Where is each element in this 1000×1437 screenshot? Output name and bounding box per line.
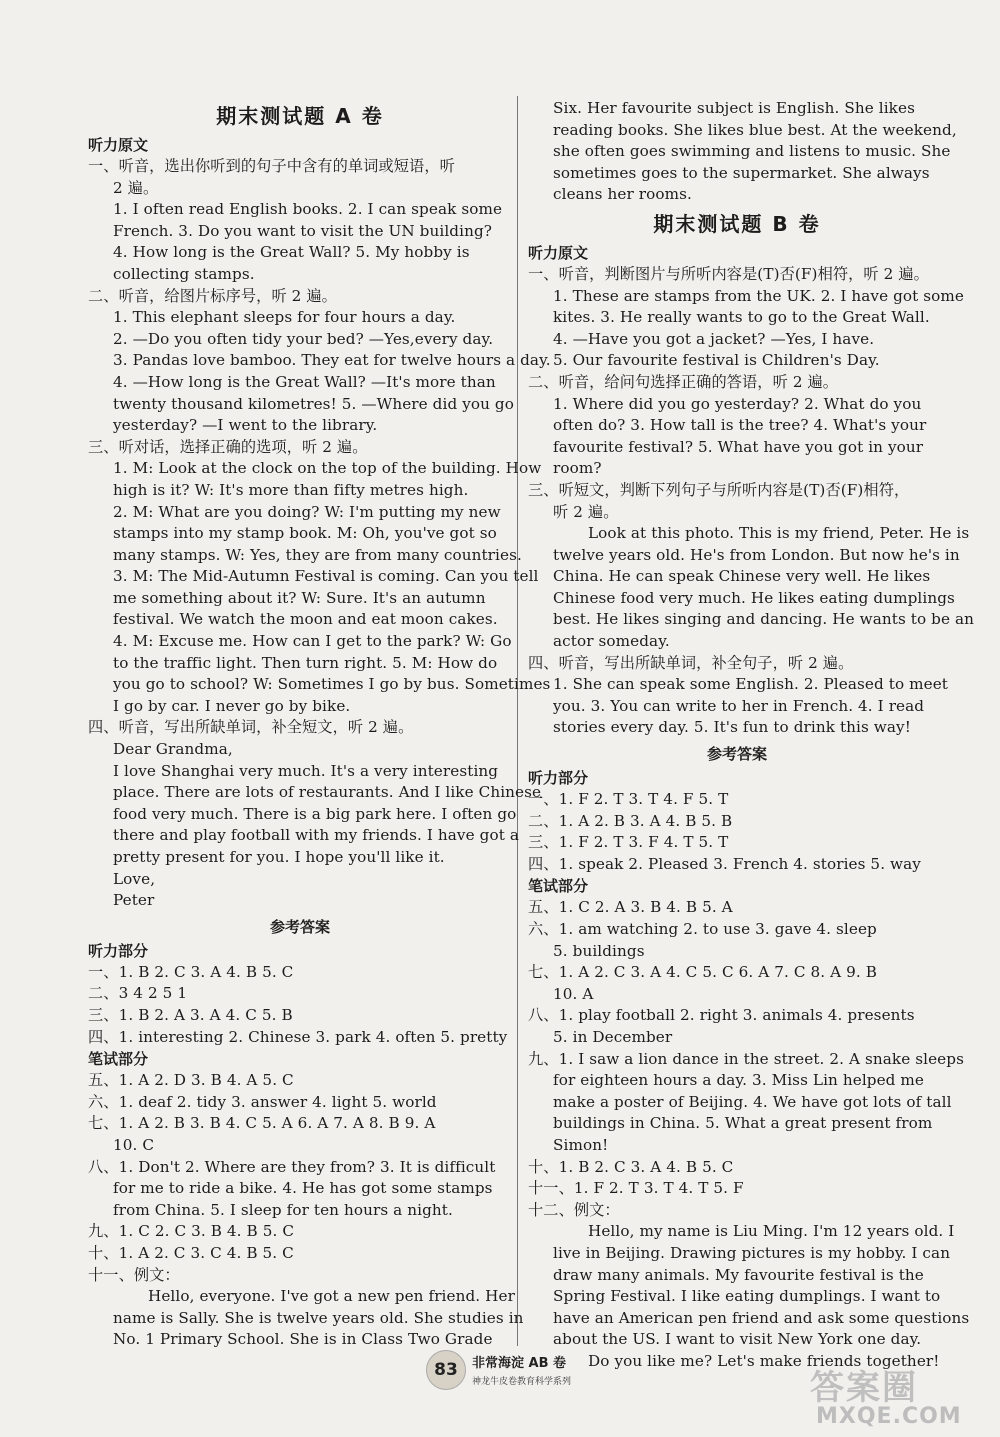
text-line: 三、1. F 2. T 3. F 4. T 5. T — [528, 833, 729, 852]
text-line: 一、听音，判断图片与所听内容是(T)否(F)相符，听 2 遍。 — [528, 264, 929, 283]
text-line: 4. How long is the Great Wall? 5. My hobby is — [113, 243, 470, 262]
text-line: stamps into my stamp book. M: Oh, you've got so — [113, 524, 497, 543]
text-line: 十、1. B 2. C 3. A 4. B 5. C — [528, 1157, 734, 1176]
watermark-logo — [810, 1360, 990, 1430]
text-line: 三、听对话，选择正确的选项，听 2 遍。 — [88, 437, 368, 456]
text-line: 九、1. C 2. C 3. B 4. B 5. C — [88, 1222, 295, 1241]
text-line: 六、1. deaf 2. tidy 3. answer 4. light 5. world — [88, 1092, 437, 1111]
text-line: favourite festival? 5. What have you got in your — [553, 437, 924, 456]
text-line: you go to school? W: Sometimes I go by bus. Sometimes — [113, 675, 551, 694]
text-line: Hello, everyone. I've got a new pen friend. Her — [148, 1287, 515, 1306]
text-line: Six. Her favourite subject is English. She likes — [553, 99, 915, 117]
text-line: you. 3. You can write to her in French. 4. I read — [553, 696, 925, 715]
text-line: 二、1. A 2. B 3. A 4. B 5. B — [528, 811, 733, 830]
series-name: 非常海淀 AB 卷 — [472, 1356, 567, 1371]
text-line: for me to ride a bike. 4. He has got some stamps — [113, 1179, 493, 1198]
text-line: 十一、例文： — [88, 1265, 180, 1284]
text-line: Simon! — [553, 1135, 609, 1154]
text-line: often do? 3. How tall is the tree? 4. What's your — [553, 416, 927, 435]
section-title-a: 期末测试题 A 卷 — [216, 104, 384, 128]
text-line: yesterday? —I went to the library. — [113, 416, 378, 435]
text-line: best. He likes singing and dancing. He wants to be an — [553, 610, 975, 629]
subsection-heading: 笔试部分 — [88, 1050, 149, 1069]
right-column — [528, 98, 975, 1372]
text-line: collecting stamps. — [113, 264, 255, 283]
text-line: 2. —Do you often tidy your bed? —Yes,every day. — [113, 329, 494, 348]
text-line: live in Beijing. Drawing pictures is my hobby. I can — [553, 1243, 951, 1262]
text-line: 二、听音，给图片标序号，听 2 遍。 — [88, 286, 337, 305]
text-line: from China. 5. I sleep for ten hours a night. — [113, 1200, 453, 1219]
text-line: 四、听音，写出所缺单词，补全句子，听 2 遍。 — [528, 653, 854, 672]
text-line: stories every day. 5. It's fun to drink this way! — [553, 718, 911, 737]
text-line: cleans her rooms. — [553, 185, 692, 204]
text-line: 三、1. B 2. A 3. A 4. C 5. B — [88, 1005, 293, 1024]
text-line: 1. She can speak some English. 2. Pleased to meet — [553, 675, 948, 694]
text-line: 4. M: Excuse me. How can I get to the park? W: Go — [113, 632, 512, 651]
text-line: 10. C — [113, 1135, 155, 1154]
text-line: 4. —Have you got a jacket? —Yes, I have. — [553, 329, 875, 348]
text-line: 1. I often read English books. 2. I can speak some — [113, 200, 503, 219]
text-line: 5. in December — [553, 1027, 673, 1046]
text-line: actor someday. — [553, 632, 670, 651]
text-line: 3. Pandas love bamboo. They eat for twelve hours a day. — [113, 351, 551, 370]
text-line: 七、1. A 2. C 3. A 4. C 5. C 6. A 7. C 8. A 9. B — [528, 963, 877, 982]
page-footer — [426, 1344, 626, 1404]
text-line: have an American pen friend and ask some questions — [553, 1308, 970, 1327]
section-title: 期末测试题 B 卷 — [653, 211, 821, 236]
text-line: No. 1 Primary School. She is in Class Two Grade — [113, 1330, 493, 1349]
text-line: make a poster of Beijing. 4. We have got lots of tall — [553, 1092, 952, 1111]
text-line: 听 2 遍。 — [553, 502, 619, 521]
text-line: sometimes goes to the supermarket. She always — [553, 163, 930, 182]
text-line: for eighteen hours a day. 3. Miss Lin helped me — [553, 1071, 925, 1090]
left-content — [88, 134, 551, 1351]
text-line: 1. These are stamps from the UK. 2. I have got some — [553, 286, 965, 305]
text-line: 十一、1. F 2. T 3. T 4. T 5. F — [528, 1179, 744, 1198]
text-line: 1. M: Look at the clock on the top of the building. How — [113, 459, 542, 478]
text-line: high is it? W: It's more than fifty metres high. — [113, 480, 469, 499]
text-line: Chinese food very much. He likes eating dumplings — [553, 588, 955, 607]
text-line: French. 3. Do you want to visit the UN building? — [113, 221, 493, 240]
text-line: draw many animals. My favourite festival is the — [553, 1265, 924, 1284]
text-line: Look at this photo. This is my friend, Peter. He is — [588, 524, 970, 543]
text-line: she often goes swimming and listens to music. She — [553, 142, 951, 161]
text-line: 四、1. speak 2. Pleased 3. French 4. stories 5. way — [528, 854, 921, 873]
text-line: 四、1. interesting 2. Chinese 3. park 4. often 5. pretty — [88, 1027, 508, 1046]
text-line: China. He can speak Chinese very well. He likes — [553, 567, 931, 586]
text-line: Do you like me? Let's make friends together! — [588, 1351, 940, 1370]
text-line: 七、1. A 2. B 3. B 4. C 5. A 6. A 7. A 8. B 9. A — [88, 1114, 436, 1133]
text-line: 二、听音，给问句选择正确的答语，听 2 遍。 — [528, 372, 839, 391]
text-line: about the US. I want to visit New York one day. — [553, 1330, 922, 1349]
answer-key-heading: 参考答案 — [706, 745, 767, 764]
text-line: reading books. She likes blue best. At the weekend, — [553, 120, 957, 139]
text-line: 五、1. A 2. D 3. B 4. A 5. C — [88, 1071, 294, 1090]
text-line: I love Shanghai very much. It's a very interesting — [113, 761, 499, 780]
subsection-heading: 听力部分 — [88, 941, 149, 960]
text-line: to the traffic light. Then turn right. 5. M: How do — [113, 653, 498, 672]
text-line: Dear Grandma, — [113, 740, 233, 759]
column-divider — [517, 96, 518, 1346]
text-line: me something about it? W: Sure. It's an autumn — [113, 588, 486, 607]
watermark-text: 答案圈 — [810, 1368, 918, 1408]
text-line: 四、听音，写出所缺单词，补全短文，听 2 遍。 — [88, 718, 414, 737]
text-line: 十、1. A 2. C 3. C 4. B 5. C — [88, 1243, 294, 1262]
text-line: many stamps. W: Yes, they are from many countries. — [113, 545, 522, 564]
text-line: 2. M: What are you doing? W: I'm putting my new — [113, 502, 501, 521]
text-line: 一、听音，选出你听到的句子中含有的单词或短语，听 — [88, 157, 455, 175]
left-column — [88, 98, 551, 1351]
text-line: 十二、例文： — [528, 1200, 620, 1219]
text-line: pretty present for you. I hope you'll like it. — [113, 848, 445, 866]
text-line: 4. —How long is the Great Wall? —It's more than — [113, 372, 496, 391]
text-line: 二、3 4 2 5 1 — [88, 984, 188, 1003]
text-line: twelve years old. He's from London. But now he's in — [553, 545, 960, 564]
subsection-heading: 听力原文 — [88, 136, 149, 154]
right-content — [528, 98, 975, 1372]
text-line: 五、1. C 2. A 3. B 4. B 5. A — [528, 898, 733, 917]
text-line: festival. We watch the moon and eat moon cakes. — [113, 610, 498, 629]
text-line: place. There are lots of restaurants. And I like Chinese — [113, 783, 542, 802]
text-line: kites. 3. He really wants to go to the Great Wall. — [553, 308, 930, 327]
watermark-url: MXQE.COM — [816, 1404, 962, 1429]
text-line: 1. Where did you go yesterday? 2. What do you — [553, 394, 922, 413]
text-line: 八、1. Don't 2. Where are they from? 3. It is difficult — [88, 1157, 496, 1176]
text-line: Love, — [113, 869, 156, 888]
text-line: 六、1. am watching 2. to use 3. gave 4. sleep — [528, 920, 877, 938]
text-line: 八、1. play football 2. right 3. animals 4. presents — [528, 1006, 915, 1025]
text-line: 5. buildings — [553, 941, 645, 960]
text-line: name is Sally. She is twelve years old. She studies in — [113, 1308, 524, 1327]
page-number: 83 — [426, 1350, 466, 1390]
text-line: 10. A — [553, 984, 594, 1003]
text-line: food very much. There is a big park here. I often go — [113, 804, 517, 823]
text-line: 九、1. I saw a lion dance in the street. 2. A snake sleeps — [528, 1049, 964, 1068]
text-line: there and play football with my friends. I have got a — [113, 826, 519, 845]
text-line: 三、听短文，判断下列句子与所听内容是(T)否(F)相符， — [528, 480, 910, 499]
text-line: 3. M: The Mid-Autumn Festival is coming. Can you tell — [113, 567, 539, 586]
text-line: 一、1. F 2. T 3. T 4. F 5. T — [528, 790, 729, 809]
text-line: 5. Our favourite festival is Children's Day. — [553, 351, 880, 370]
subsection-heading: 听力原文 — [528, 243, 589, 262]
text-line: I go by car. I never go by bike. — [113, 696, 351, 715]
text-line: 2 遍。 — [113, 178, 159, 197]
text-line: Hello, my name is Liu Ming. I'm 12 years old. I — [588, 1222, 955, 1241]
text-line: Spring Festival. I like eating dumplings. I want to — [553, 1287, 941, 1306]
subsection-heading: 笔试部分 — [528, 877, 589, 896]
series-subtitle: 神龙牛皮卷教育科学系列 — [472, 1377, 572, 1387]
text-line: 一、1. B 2. C 3. A 4. B 5. C — [88, 962, 294, 981]
subsection-heading: 听力部分 — [528, 769, 589, 788]
text-line: room? — [553, 459, 602, 478]
text-line: 1. This elephant sleeps for four hours a day. — [113, 308, 456, 327]
text-line: twenty thousand kilometres! 5. —Where did you go — [113, 394, 514, 413]
answer-key-heading: 参考答案 — [269, 917, 330, 936]
text-line: buildings in China. 5. What a great present from — [553, 1114, 933, 1133]
text-line: Peter — [113, 891, 155, 910]
